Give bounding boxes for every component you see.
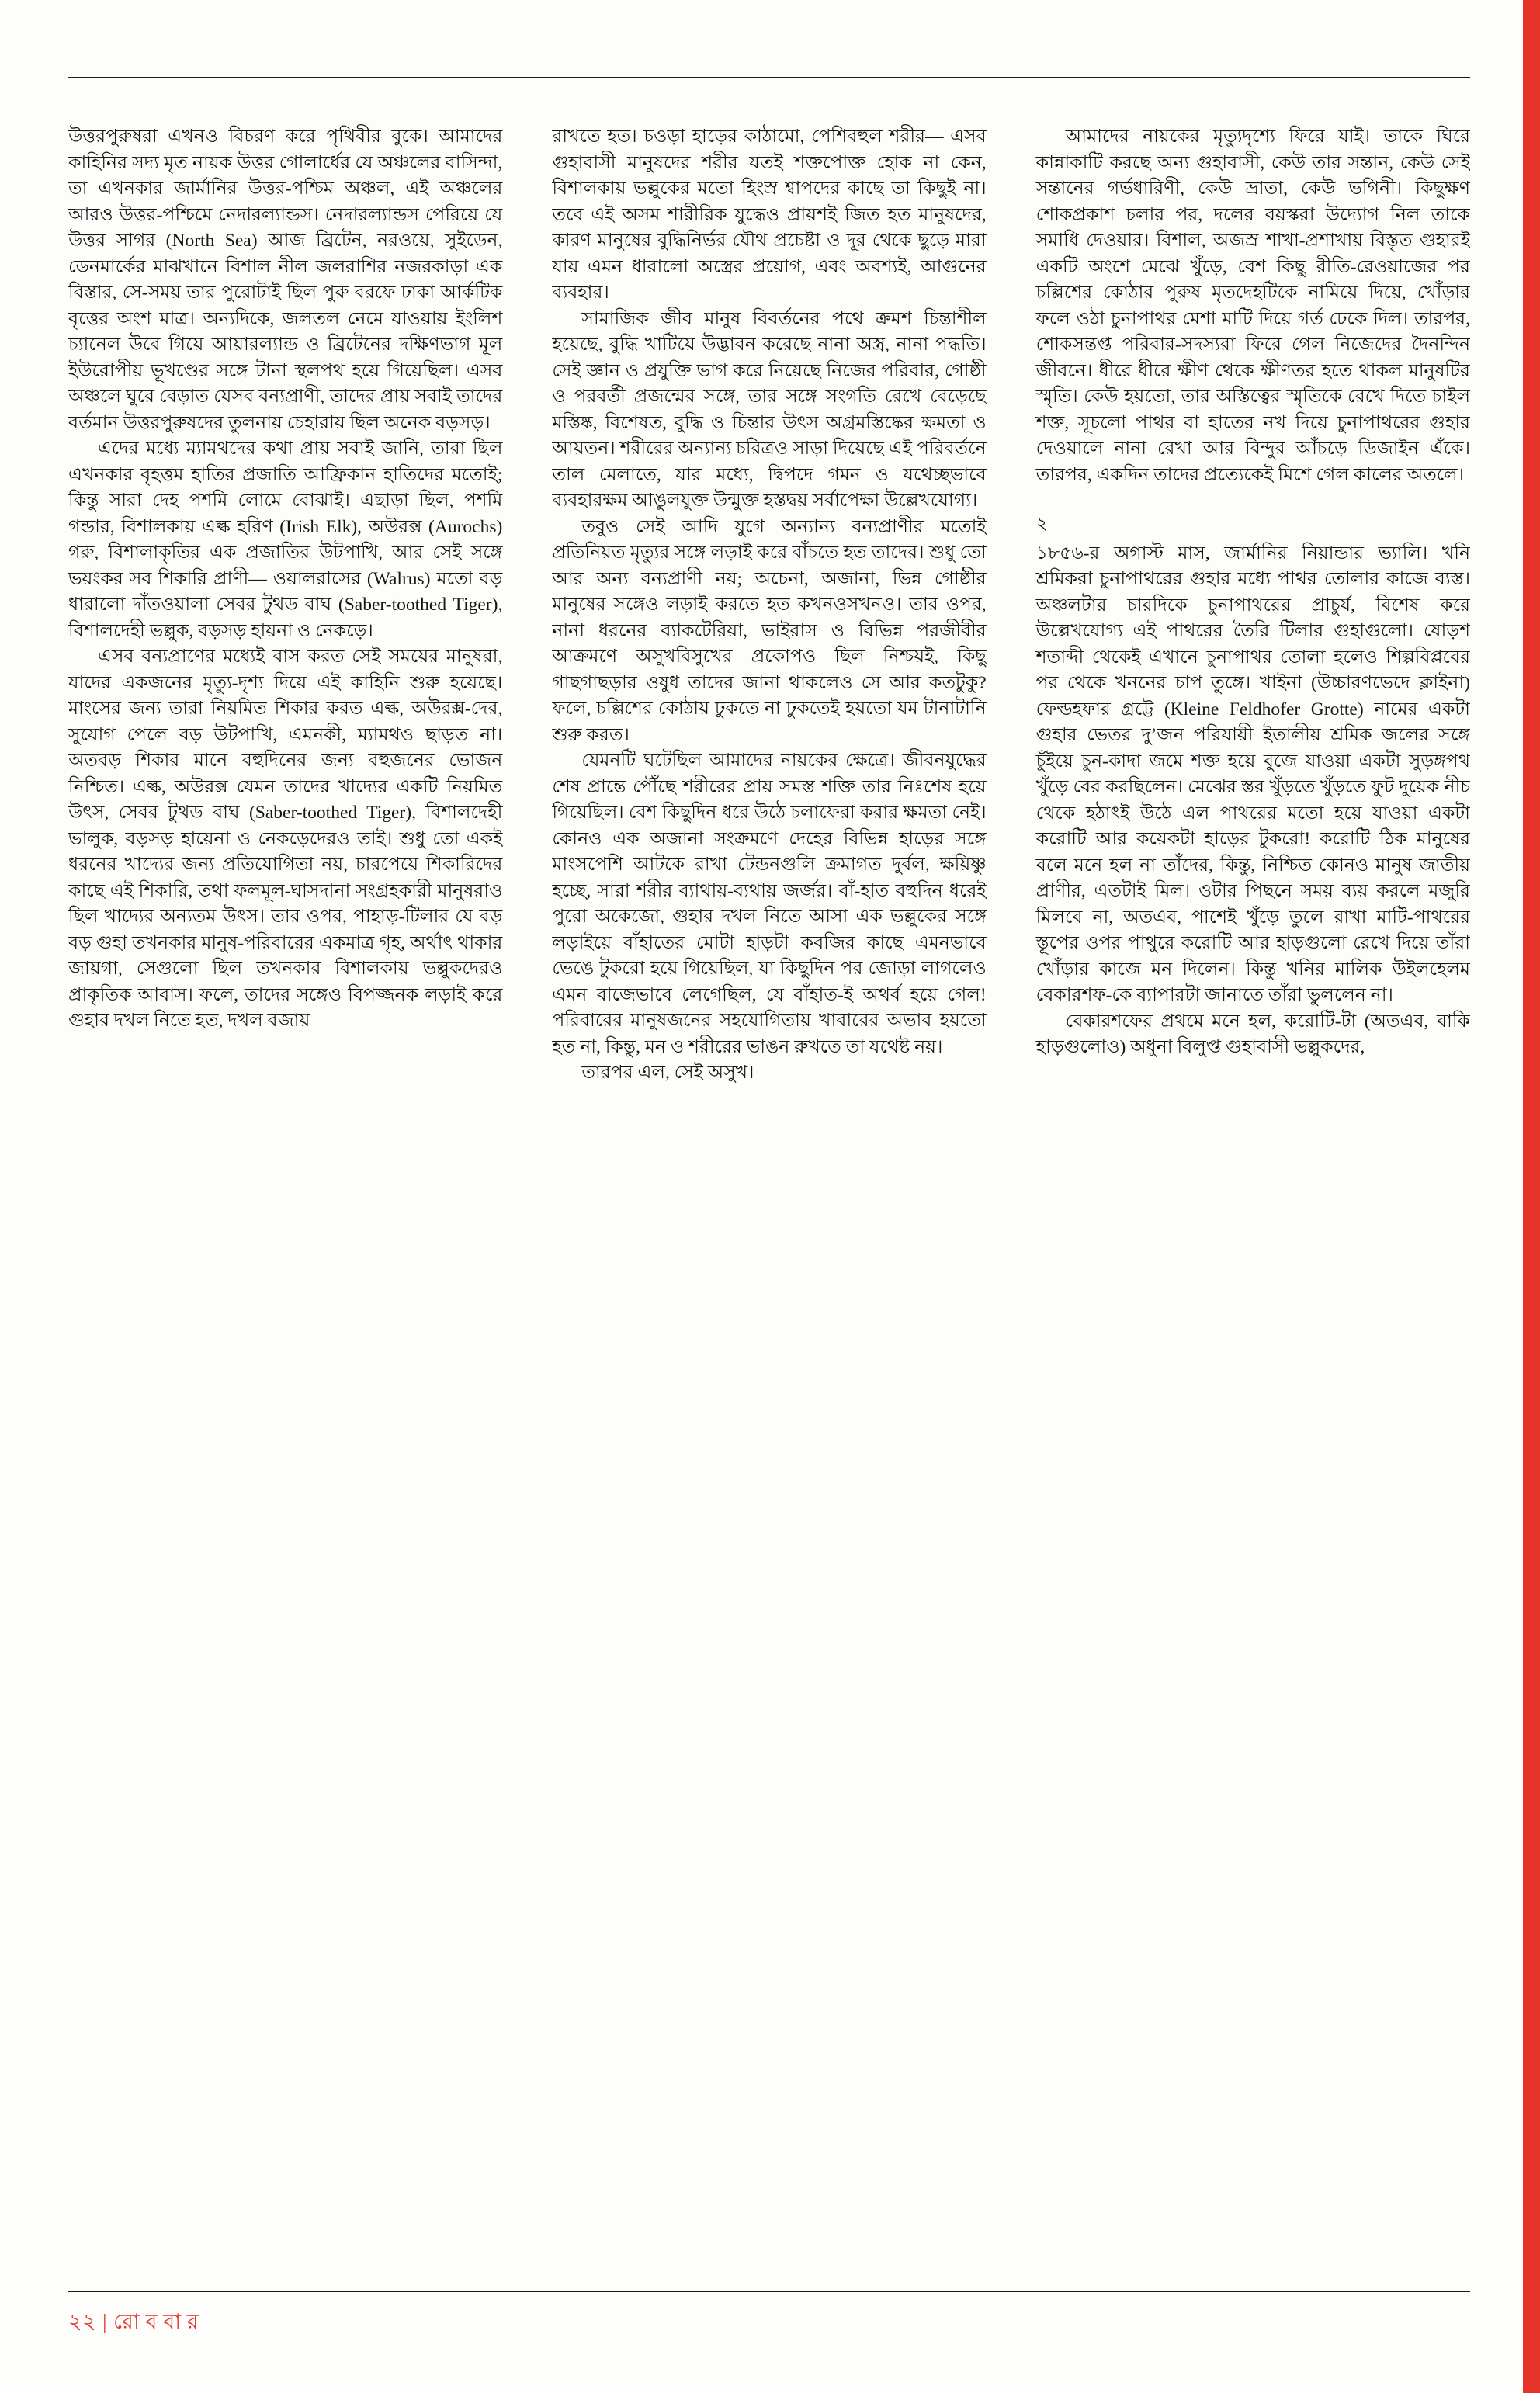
text-column-1 bbox=[68, 124, 502, 2282]
paragraph: বেকারশফের প্রথমে মনে হল, করোটি-টা (অতএব, বাকি হাড়গুলোও) অধুনা বিলুপ্ত গুহাবাসী ভল্লুকদের, bbox=[1035, 1011, 1470, 1057]
paragraph: আমাদের নায়কের মৃত্যুদৃশ্যে ফিরে যাই। তাকে ঘিরে কান্নাকাটি করছে অন্য গুহাবাসী, কেউ তার সন্তান, কেউ সেই সন্তানের গর্ভধারিণী, কেউ ভ্রাতা, কেউ ভগিনী। কিছুক্ষণ শোকপ্রকাশ চলার পর, দলের বয়স্করা উদ্যোগ নিল তাকে সমাধি দেওয়ার। বিশাল, অজস্র শাখা-প্রশাখায় বিস্তৃত গুহারই একটি অংশে মেঝে খুঁড়ে, বেশ কিছু রীতি-রেওয়াজের পর চল্লিশের কোঠার পুরুষ মৃতদেহটিকে নামিয়ে দিয়ে, খোঁড়ার ফলে ওঠা চুনাপাথর মেশা মাটি দিয়ে গর্ত ঢেকে দিল। তারপর, শোকসন্তপ্ত পরিবার-সদস্যরা ফিরে গেল নিজেদের দৈনন্দিন জীবনে। ধীরে ধীরে ক্ষীণ থেকে ক্ষীণতর হতে থাকল মানুষটির স্মৃতি। কেউ হয়তো, তার অস্তিত্বের স্মৃতিকে রেখে দিতে চাইল শক্ত, সূচলো পাথর বা হাতের নখ দিয়ে চুনাপাথরের গুহার দেওয়ালে নানা রেখা আর বিন্দুর আঁচড়ে ডিজাইন এঁকে। তারপর, একদিন তাদের প্রত্যেকেই মিশে গেল কালের অতলে। bbox=[1035, 127, 1470, 485]
page-number: ২২ bbox=[68, 2310, 97, 2333]
top-rule bbox=[68, 77, 1470, 78]
paragraph: যেমনটি ঘটেছিল আমাদের নায়কের ক্ষেত্রে। জীবনযুদ্ধের শেষ প্রান্তে পৌঁছে শরীরের প্রায় সমস্ত শক্তি তার নিঃশেষ হয়ে গিয়েছিল। বেশ কিছুদিন ধরে উঠে চলাফেরা করার ক্ষমতা নেই। কোনও এক অজানা সংক্রমণে দেহের বিভিন্ন হাড়ের সঙ্গে মাংসপেশি আটকে রাখা টেন্ডনগুলি ক্রমাগত দুর্বল, ক্ষয়িষ্ণু হচ্ছে, সারা শরীর ব্যাথায়-ব্যথায় জর্জর। বাঁ-হাত বহুদিন ধরেই পুরো অকেজো, গুহার দখল নিতে আসা এক ভল্লুকের সঙ্গে লড়াইয়ে বাঁহাতের মোটা হাড়টা কবজির কাছে এমনভাবে ভেঙে টুকরো হয়ে গিয়েছিল, যা কিছুদিন পর জোড়া লাগলেও এমন বাজেভাবে লেগেছিল, যে বাঁহাত-ই অথর্ব হয়ে গেল! পরিবারের মানুষজনের সহযোগিতায় খাবারের অভাব হয়তো হত না, কিন্তু, মন ও শরীরের ভাঙন রুখতে তা যথেষ্ট নয়। bbox=[552, 751, 987, 1057]
text-columns bbox=[68, 124, 1470, 2282]
footer-separator: | bbox=[102, 2310, 108, 2333]
paragraph: তবুও সেই আদি যুগে অন্যান্য বন্যপ্রাণীর মতোই প্রতিনিয়ত মৃত্যুর সঙ্গে লড়াই করে বাঁচতে হত তাদের। শুধু তো আর অন্য বন্যপ্রাণী নয়; অচেনা, অজানা, ভিন্ন গোষ্ঠীর মানুষের সঙ্গেও লড়াই করতে হত কখনওসখনও। তার ওপর, নানা ধরনের ব্যাকটেরিয়া, ভাইরাস ও বিভিন্ন পরজীবীর আক্রমণে অসুখবিসুখের প্রকোপও ছিল নিশ্চয়ই, কিছু গাছগাছড়ার ওষুধ তাদের জানা থাকলেও সে আর কতটুকু? ফলে, চল্লিশের কোঠায় ঢুকতে না ঢুকতেই হয়তো যম টানাটানি শুরু করত। bbox=[552, 516, 987, 745]
paragraph: উত্তরপুরুষরা এখনও বিচরণ করে পৃথিবীর বুকে। আমাদের কাহিনির সদ্য মৃত নায়ক উত্তর গোলার্ধের যে অঞ্চলের বাসিন্দা, তা এখনকার জার্মানির উত্তর-পশ্চিম অঞ্চল, এই অঞ্চলের আরও উত্তর-পশ্চিমে নেদারল্যান্ডস। নেদারল্যান্ডস পেরিয়ে যে উত্তর সাগর (North Sea) আজ ব্রিটেন, নরওয়ে, সুইডেন, ডেনমার্কের মাঝখানে বিশাল নীল জলরাশির নজরকাড়া এক বিস্তার, সে-সময় তার পুরোটাই ছিল পুরু বরফে ঢাকা আর্কটিক বৃত্তের অংশ মাত্র। অন্যদিকে, জলতল নেমে যাওয়ায় ইংলিশ চ্যানেল উবে গিয়ে আয়ারল্যান্ড ও ব্রিটেনের দক্ষিণভাগ মূল ইউরোপীয় ভূখণ্ডের সঙ্গে টানা স্থলপথ হয়ে গিয়েছিল। এসব অঞ্চলে ঘুরে বেড়াত যেসব বন্যপ্রাণী, তাদের প্রায় সবাই তাদের বর্তমান উত্তরপুরুষদের তুলনায় চেহারায় ছিল অনেক বড়সড়। bbox=[68, 127, 503, 433]
paragraph: তারপর এল, সেই অসুখ। bbox=[581, 1063, 754, 1083]
section-number: ২ bbox=[1035, 514, 1048, 534]
magazine-title: রো ব বা র bbox=[113, 2310, 199, 2333]
page-footer bbox=[68, 2308, 205, 2335]
page-edge-red-stripe bbox=[1523, 0, 1540, 2393]
paragraph: এদের মধ্যে ম্যামথদের কথা প্রায় সবাই জানি, তারা ছিল এখনকার বৃহত্তম হাতির প্রজাতি আফ্রিকান হাতিদের মতোই; কিন্তু সারা দেহ পশমি লোমে বোঝাই। এছাড়া ছিল, পশমি গন্ডার, বিশালকায় এল্ক হরিণ (Irish Elk), অউরক্স (Aurochs) গরু, বিশালাকৃতির এক প্রজাতির উটপাখি, আর সেই সঙ্গে ভয়ংকর সব শিকারি প্রাণী— ওয়ালরাসের (Walrus) মতো বড় ধারালো দাঁতওয়ালা সেবর টুথড বাঘ (Saber-toothed Tiger), বিশালদেহী ভল্লুক, বড়সড় হায়না ও নেকড়ে। bbox=[68, 439, 503, 641]
text-column-3 bbox=[1036, 124, 1470, 2282]
text-column-2 bbox=[552, 124, 986, 2282]
bottom-rule bbox=[68, 2291, 1470, 2292]
paragraph: ১৮৫৬-র অগাস্ট মাস, জার্মানির নিয়ান্ডার ভ্যালি। খনি শ্রমিকরা চুনাপাথরের গুহার মধ্যে পাথর তোলার কাজে ব্যস্ত। অঞ্চলটার চারদিকে চুনাপাথরের প্রাচুর্য, বিশেষ করে উল্লেখযোগ্য এই পাথরের তৈরি টিলার গুহাগুলো। ষোড়শ শতাব্দী থেকেই এখানে চুনাপাথর তোলা হলেও শিল্পবিপ্লবের পর থেকে খননের চাপ তুঙ্গে। খাইনা (উচ্চারণভেদে ক্লাইনা) ফেল্ডহফার গ্রট্টে (Kleine Feldhofer Grotte) নামের একটা গুহার ভেতর দু’জন পরিযায়ী ইতালীয় শ্রমিক জলের সঙ্গে চুঁইয়ে চুন-কাদা জমে শক্ত হয়ে বুজে যাওয়া একটা সুড়ঙ্গপথ খুঁড়ে বের করছিলেন। মেঝের স্তর খুঁড়তে খুঁড়তে ফুট দুয়েক নীচ থেকে হঠাৎই উঠে এল পাথরের মতো হয়ে যাওয়া একটা করোটি আর কয়েকটা হাড়ের টুকরো! করোটি ঠিক মানুষের বলে মনে হল না তাঁদের, কিন্তু, নিশ্চিত কোনও মানুষ জাতীয় প্রাণীর, এতটাই মিল। ওটার পিছনে সময় ব্যয় করলে মজুরি মিলবে না, অতএব, পাশেই খুঁড়ে তুলে রাখা মাটি-পাথরের স্তূপের ওপর পাথুরে করোটি আর হাড়গুলো রেখে দিয়ে তাঁরা খোঁড়ার কাজে মন দিলেন। কিন্তু খনির মালিক উইলহেলম বেকারশফ-কে ব্যাপারটা জানাতে তাঁরা ভুললেন না। bbox=[1035, 543, 1470, 1005]
paragraph: এসব বন্যপ্রাণের মধ্যেই বাস করত সেই সময়ের মানুষরা, যাদের একজনের মৃত্যু-দৃশ্য দিয়ে এই কাহিনি শুরু হয়েছে। মাংসের জন্য তারা নিয়মিত শিকার করত এল্ক, অউরক্স-দের, সুযোগ পেলে বড় উটপাখি, এমনকী, ম্যামথও ছাড়ত না। অতবড় শিকার মানে বহুদিনের জন্য বহুজনের ভোজন নিশ্চিত। এল্ক, অউরক্স যেমন তাদের খাদ্যের একটি নিয়মিত উৎস, সেবর টুথড বাঘ (Saber-toothed Tiger), বিশালদেহী ভালুক, বড়সড় হায়েনা ও নেকড়েদেরও তাই। শুধু তো একই ধরনের খাদ্যের জন্য প্রতিযোগিতা নয়, চারপেয়ে শিকারিদের কাছে এই শিকারি, তথা ফলমূল-ঘাসদানা সংগ্রহকারী মানুষরাও ছিল খাদ্যের অন্যতম উৎস। তার ওপর, পাহাড়-টিলার যে বড় বড় গুহা তখনকার মানুষ-পরিবারের একমাত্র গৃহ, অর্থাৎ থাকার জায়গা, সেগুলো ছিল তখনকার বিশালকায় ভল্লুকদেরও প্রাকৃতিক আবাস। ফলে, তাদের সঙ্গেও বিপজ্জনক লড়াই করে গুহার দখল নিতে হত, দখল বজায় bbox=[68, 647, 503, 1031]
paragraph: রাখতে হত। চওড়া হাড়ের কাঠামো, পেশিবহুল শরীর— এসব গুহাবাসী মানুষদের শরীর যতই শক্তপোক্ত হোক না কেন, বিশালকায় ভল্লুকের মতো হিংস্র শ্বাপদের কাছে তা কিছুই না। তবে এই অসম শারীরিক যুদ্ধেও প্রায়শই জিত হত মানুষদের, কারণ মানুষের বুদ্ধিনির্ভর যৌথ প্রচেষ্টা ও দূর থেকে ছুড়ে মারা যায় এমন ধারালো অস্ত্রের প্রয়োগ, এবং অবশ্যই, আগুনের ব্যবহার। bbox=[552, 127, 987, 303]
paragraph: সামাজিক জীব মানুষ বিবর্তনের পথে ক্রমশ চিন্তাশীল হয়েছে, বুদ্ধি খাটিয়ে উদ্ভাবন করেছে নানা অস্ত্র, নানা পদ্ধতি। সেই জ্ঞান ও প্রযুক্তি ভাগ করে নিয়েছে নিজের পরিবার, গোষ্ঠী ও পরবর্তী প্রজন্মের সঙ্গে, তার সঙ্গে সংগতি রেখে বেড়েছে মস্তিষ্ক, বিশেষত, বুদ্ধি ও চিন্তার উৎস অগ্রমস্তিষ্কের ক্ষমতা ও আয়তন। শরীরের অন্যান্য চরিত্রও সাড়া দিয়েছে এই পরিবর্তনে তাল মেলাতে, যার মধ্যে, দ্বিপদে গমন ও যথেচ্ছভাবে ব্যবহারক্ষম আঙুলযুক্ত উন্মুক্ত হস্তদ্বয় সর্বাপেক্ষা উল্লেখযোগ্য। bbox=[552, 308, 987, 511]
